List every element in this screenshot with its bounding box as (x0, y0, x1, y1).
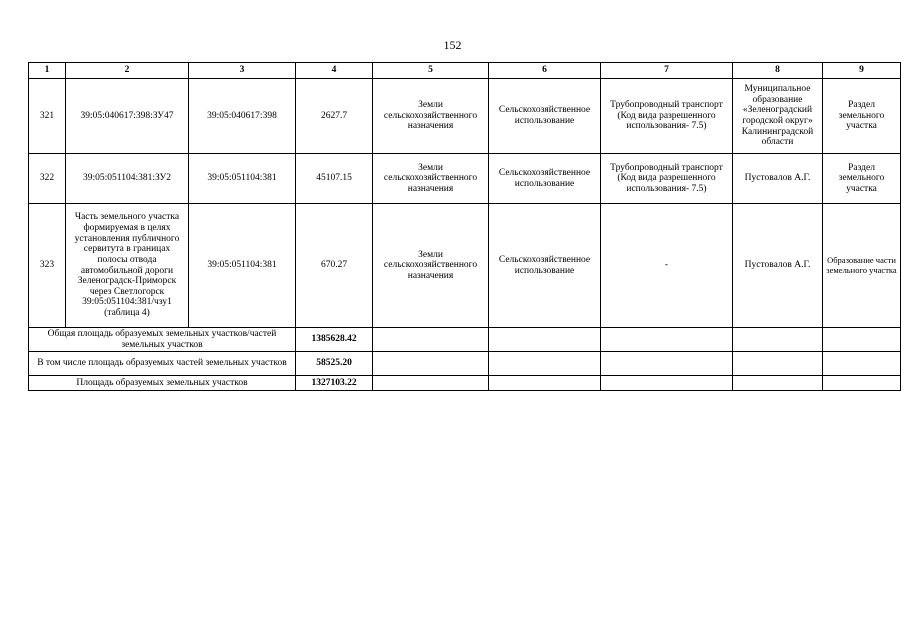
area-value: 45107.15 (296, 154, 373, 204)
column-header: 2 (66, 63, 189, 79)
land-use: Сельскохозяйственное использование (489, 204, 601, 328)
parent-cadastral-number: 39:05:051104:381 (189, 154, 296, 204)
permitted-use: Трубопроводный транспорт (Код вида разрешенного использования- 7.5) (601, 79, 733, 154)
column-header: 4 (296, 63, 373, 79)
table-header-row (29, 63, 901, 79)
total-value: 1327103.22 (296, 376, 373, 391)
column-header: 9 (823, 63, 901, 79)
total-label: Общая площадь образуемых земельных участков/частей земельных участков (29, 328, 296, 352)
table-row (29, 79, 901, 154)
row-number: 321 (29, 79, 66, 154)
land-category: Земли сельскохозяйственного назначения (373, 79, 489, 154)
permitted-use: Трубопроводный транспорт (Код вида разрешенного использования- 7.5) (601, 154, 733, 204)
table-row (29, 204, 901, 328)
land-use: Сельскохозяйственное использование (489, 154, 601, 204)
formation-method: Раздел земельного участка (823, 154, 901, 204)
land-plots-table (28, 62, 901, 391)
total-row (29, 376, 901, 391)
column-header: 8 (733, 63, 823, 79)
land-use: Сельскохозяйственное использование (489, 79, 601, 154)
owner: Пустовалов А.Г. (733, 154, 823, 204)
row-number: 322 (29, 154, 66, 204)
total-label: В том числе площадь образуемых частей земельных участков (29, 352, 296, 376)
formation-method: Раздел земельного участка (823, 79, 901, 154)
column-header: 5 (373, 63, 489, 79)
permitted-use: - (601, 204, 733, 328)
owner: Пустовалов А.Г. (733, 204, 823, 328)
area-value: 2627.7 (296, 79, 373, 154)
total-value: 1385628.42 (296, 328, 373, 352)
total-row (29, 352, 901, 376)
land-category: Земли сельскохозяйственного назначения (373, 204, 489, 328)
table-row (29, 154, 901, 204)
cadastral-number: 39:05:051104:381:ЗУ2 (66, 154, 189, 204)
owner: Муниципальное образование «Зеленоградский городской округ» Калининградской области (733, 79, 823, 154)
column-header: 7 (601, 63, 733, 79)
formation-method: Образование части земельного участка (823, 204, 901, 328)
area-value: 670.27 (296, 204, 373, 328)
parent-cadastral-number: 39:05:040617:398 (189, 79, 296, 154)
total-value: 58525.20 (296, 352, 373, 376)
land-category: Земли сельскохозяйственного назначения (373, 154, 489, 204)
cadastral-number: Часть земельного участка формируемая в целях установления публичного сервитута в границах полосы отвода автомобильной дороги Зеленоградск-Приморск через Светлогорск 39:05:051104:381/чзу1 (таблица 4) (66, 204, 189, 328)
parent-cadastral-number: 39:05:051104:381 (189, 204, 296, 328)
page-number: 152 (443, 38, 462, 52)
total-label: Площадь образуемых земельных участков (29, 376, 296, 391)
cadastral-number: 39:05:040617:398:ЗУ47 (66, 79, 189, 154)
total-row (29, 328, 901, 352)
column-header: 6 (489, 63, 601, 79)
row-number: 323 (29, 204, 66, 328)
column-header: 1 (29, 63, 66, 79)
column-header: 3 (189, 63, 296, 79)
